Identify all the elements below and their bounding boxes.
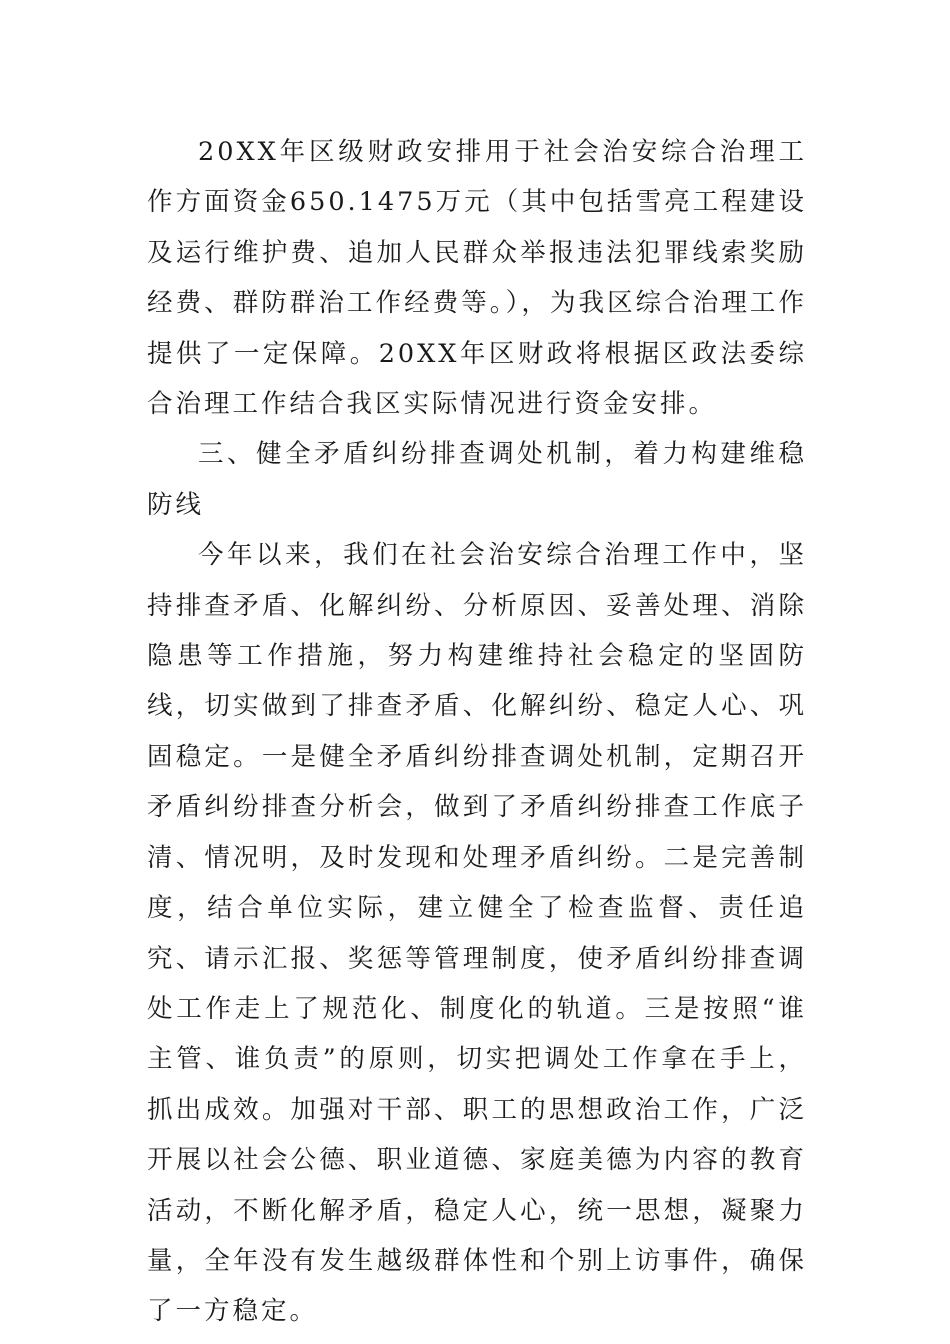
dispute-mechanism-paragraph: 今年以来，我们在社会治安综合治理工作中，坚持排查矛盾、化解纠纷、分析原因、妥善处理、消除隐患等工作措施，努力构建维持社会稳定的坚固防线，切实做到了排查矛盾、化解纠纷、稳定人心、巩固稳定。一是健全矛盾纠纷排查调处机制，定期召开矛盾纠纷排查分析会，做到了矛盾纠纷排查工作底子清、情况明，及时发现和处理矛盾纠纷。二是完善制度，结合单位实际，建立健全了检查监督、责任追究、请示汇报、奖惩等管理制度，使矛盾纠纷排查调处工作走上了规范化、制度化的轨道。三是按照“谁主管、谁负责”的原则，切实把调处工作拿在手上，抓出成效。加强对干部、职工的思想政治工作，广泛开展以社会公德、职业道德、家庭美德为内容的教育活动，不断化解矛盾，稳定人心，统一思想，凝聚力量，全年没有发生越级群体性和个别上访事件，确保了一方稳定。	[147, 540, 807, 1327]
funding-paragraph: 20XX年区级财政安排用于社会治安综合治理工作方面资金650.1475万元（其中包括雪亮工程建设及运行维护费、追加人民群众举报违法犯罪线索奖励经费、群防群治工作经费等。），为我区综合治理工作提供了一定保障。20XX年区财政将根据区政法委综合治理工作结合我区实际情况进行资金安排。	[147, 137, 807, 420]
document-body	[147, 127, 807, 1337]
section-heading: 三、健全矛盾纠纷排查调处机制，着力构建维稳防线	[147, 439, 807, 520]
